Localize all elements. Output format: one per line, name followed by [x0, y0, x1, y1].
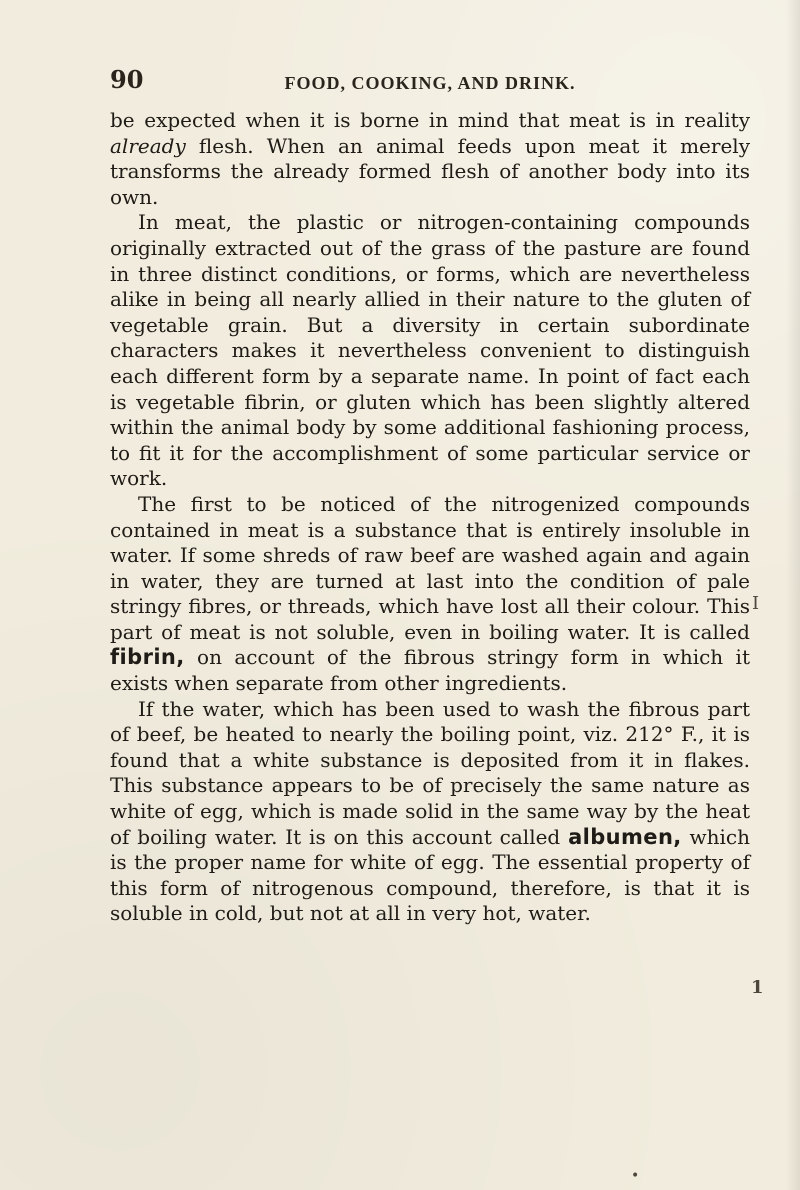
page-edge-shadow: [786, 0, 800, 1190]
page-number: 90: [110, 65, 144, 94]
page-body: [110, 108, 750, 927]
margin-mark-3: •: [631, 1168, 640, 1184]
page-header: [110, 66, 750, 100]
paragraph-1: [110, 108, 750, 210]
fibrin-term: fibrin,: [110, 645, 185, 670]
paragraph-3: [110, 492, 750, 697]
margin-mark-2: 1: [751, 977, 764, 998]
paragraph-4-text-end: which is the proper name for white of egg. The essential property of this form of nitrogenous compound, therefore, is that it is soluble in cold, but not at all in very hot, water.: [110, 824, 750, 926]
running-head: FOOD, COOKING, AND DRINK.: [284, 73, 576, 93]
albumen-term: albumen,: [568, 824, 682, 849]
paragraph-2: In meat, the plastic or nitrogen-containing compounds originally extracted out of the grass of the pasture are found in three distinct conditions, or forms, which are nevertheless alike in being all nearly allied in their nature to the gluten of vegetable grain. But a diversity in certain subordinate characters makes it nevertheless convenient to distinguish each different form by a separate name. In point of fact each is vegetable fibrin, or gluten which has been slightly altered within the animal body by some additional fashioning process, to fit it for the accomplishment of some particular service or work.: [110, 210, 750, 491]
margin-mark-1: I: [752, 593, 760, 614]
paragraph-3-text-start: The first to be noticed of the nitrogenized compounds contained in meat is a substance that is entirely insoluble in water. If some shreds of raw beef are washed again and again in water, they are turned at last into the condition of pale stringy fibres, or threads, which have lost all their colour. This part of meat is not soluble, even in boiling water. It is called: [110, 491, 750, 644]
paragraph-4-text-start: If the water, which has been used to wash the fibrous part of beef, be heated to nearly the boiling point, viz. 212° F., it is found that a white substance is deposited from it in flakes. This substance appears to be of precisely the same nature as white of egg, which is made solid in the same way by the heat of boiling water. It is on this account called: [110, 696, 750, 849]
paragraph-1-text-end: flesh. When an animal feeds upon meat it merely transforms the already formed flesh of another body into its own.: [110, 133, 750, 209]
paragraph-1-italic-word: already: [110, 133, 186, 158]
paragraph-1-text-start: be expected when it is borne in mind that meat is in reality: [110, 108, 750, 132]
paragraph-3-text-end: on account of the fibrous stringy form in which it exists when separate from other ingredients.: [110, 645, 750, 696]
paragraph-4: [110, 697, 750, 927]
